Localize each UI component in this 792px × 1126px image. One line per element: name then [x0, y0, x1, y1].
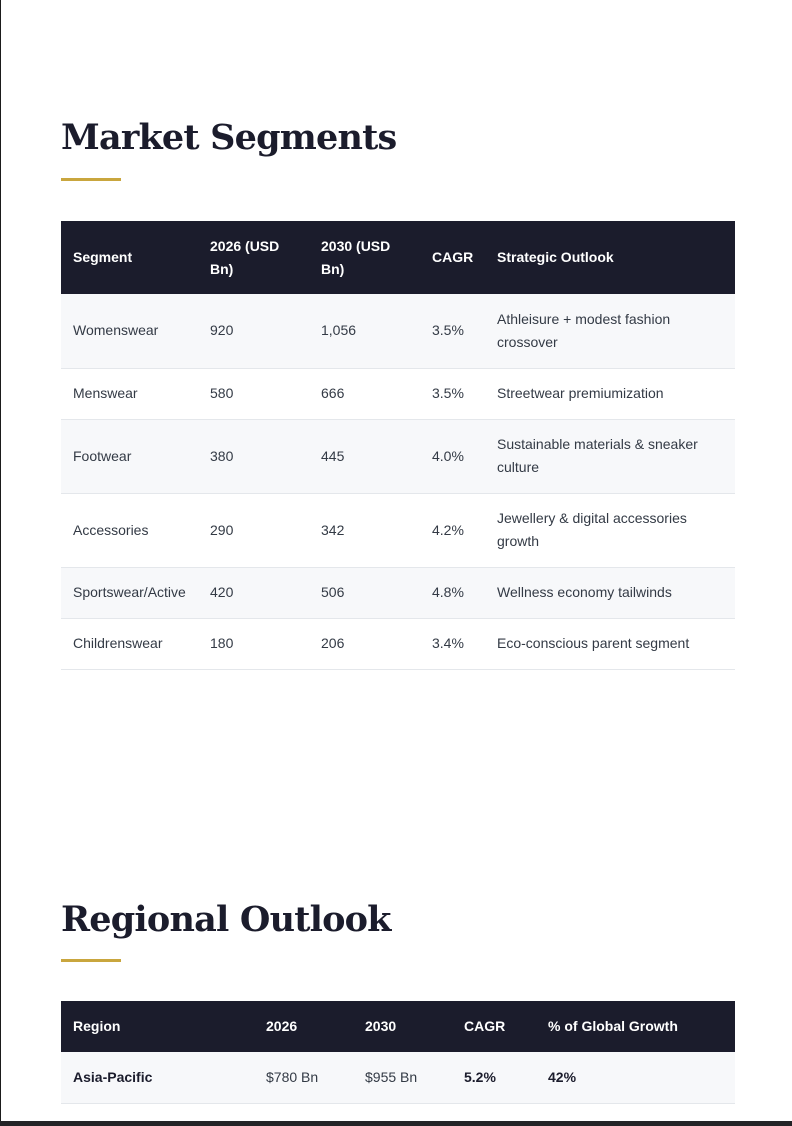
value-2030: 206 — [309, 618, 420, 669]
title-accent-rule — [61, 178, 121, 181]
value-2026: 920 — [198, 294, 309, 368]
table-row — [61, 493, 735, 567]
value-2030: 342 — [309, 493, 420, 567]
column-header-2026: 2026 — [266, 1018, 298, 1034]
column-header-cagr: CAGR — [464, 1018, 506, 1034]
column-header-strategic-outlook: Strategic Outlook — [497, 249, 614, 265]
market-segments-table — [61, 221, 735, 670]
value-2026: 420 — [198, 567, 309, 618]
segment-name: Accessories — [61, 493, 198, 567]
table-row — [61, 1052, 735, 1103]
value-2030: $955 Bn — [353, 1052, 452, 1103]
strategic-outlook: Wellness economy tailwinds — [485, 567, 735, 618]
column-header-cagr: CAGR — [432, 249, 474, 265]
column-header-2030: 2030 — [365, 1018, 397, 1034]
value-2026: 180 — [198, 618, 309, 669]
table-header-row — [61, 221, 735, 294]
section-title-market-segments: Market Segments — [61, 117, 397, 158]
cagr-value: 4.2% — [420, 493, 485, 567]
column-header-2026: 2026 (USD Bn) — [210, 237, 280, 277]
cagr-value: 4.0% — [420, 419, 485, 493]
table-row — [61, 419, 735, 493]
segment-name: Sportswear/Active — [61, 567, 198, 618]
section-title-regional-outlook: Regional Outlook — [61, 899, 391, 940]
table-row — [61, 368, 735, 419]
value-2026: 380 — [198, 419, 309, 493]
segment-name: Womenswear — [61, 294, 198, 368]
column-header-2030: 2030 (USD Bn) — [321, 237, 391, 277]
strategic-outlook: Athleisure + modest fashion crossover — [485, 294, 735, 368]
regional-outlook-table — [61, 1001, 735, 1104]
cagr-value: 4.8% — [420, 567, 485, 618]
column-header-global-growth-share: % of Global Growth — [548, 1018, 678, 1034]
segment-name: Menswear — [61, 368, 198, 419]
value-2026: 290 — [198, 493, 309, 567]
strategic-outlook: Eco-conscious parent segment — [485, 618, 735, 669]
segment-name: Footwear — [61, 419, 198, 493]
strategic-outlook: Jewellery & digital accessories growth — [485, 493, 735, 567]
segment-name: Childrenswear — [61, 618, 198, 669]
value-2026: 580 — [198, 368, 309, 419]
region-name: Asia-Pacific — [61, 1052, 254, 1103]
value-2026: $780 Bn — [254, 1052, 353, 1103]
cagr-value: 5.2% — [452, 1052, 536, 1103]
value-2030: 445 — [309, 419, 420, 493]
table-row — [61, 294, 735, 368]
page-bottom-bar — [0, 1121, 792, 1126]
cagr-value: 3.4% — [420, 618, 485, 669]
table-row — [61, 567, 735, 618]
global-growth-share: 42% — [536, 1052, 735, 1103]
cagr-value: 3.5% — [420, 294, 485, 368]
strategic-outlook: Streetwear premiumization — [485, 368, 735, 419]
table-header-row — [61, 1001, 735, 1052]
strategic-outlook: Sustainable materials & sneaker culture — [485, 419, 735, 493]
table-row — [61, 618, 735, 669]
value-2030: 1,056 — [309, 294, 420, 368]
cagr-value: 3.5% — [420, 368, 485, 419]
column-header-segment: Segment — [73, 249, 133, 265]
value-2030: 506 — [309, 567, 420, 618]
title-accent-rule — [61, 959, 121, 962]
value-2030: 666 — [309, 368, 420, 419]
column-header-region: Region — [73, 1018, 121, 1034]
